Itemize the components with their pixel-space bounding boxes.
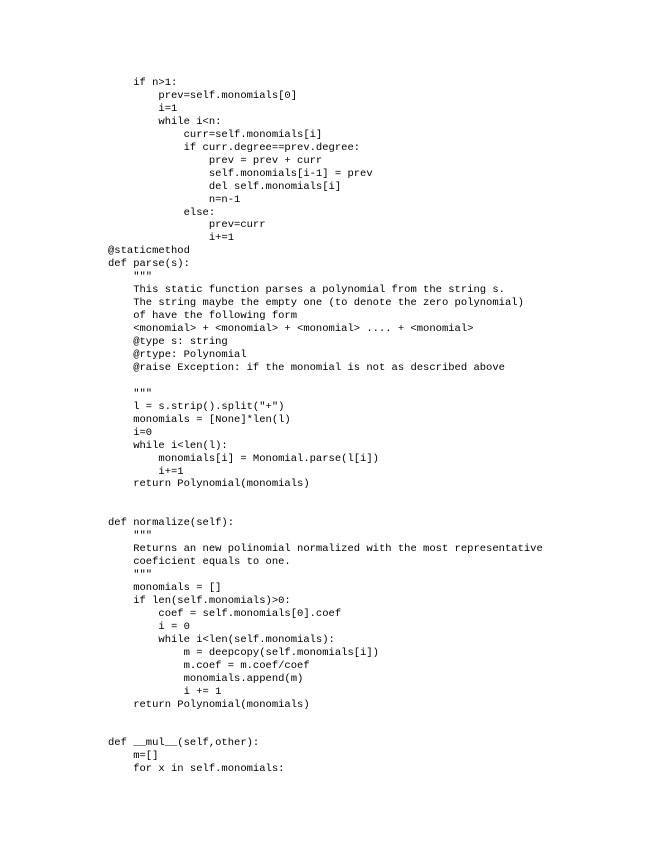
code-line: """ [108, 387, 153, 400]
code-line: def parse(s): [108, 258, 190, 271]
code-line: if curr.degree==prev.degree: [108, 141, 361, 154]
code-line: if n>1: [108, 77, 178, 89]
code-line: m = deepcopy(self.monomials[i]) [108, 646, 379, 659]
code-line: @staticmethod [108, 245, 190, 258]
code-line: self.monomials[i-1] = prev [108, 167, 373, 180]
code-line: curr=self.monomials[i] [108, 128, 323, 141]
code-line: else: [108, 206, 216, 219]
code-line: @rtype: Polynomial [108, 348, 247, 361]
code-line: i=0 [108, 426, 153, 439]
code-line: monomials = [None]*len(l) [108, 413, 291, 426]
code-line: """ [108, 271, 153, 284]
code-line: while i<len(self.monomials): [108, 633, 335, 646]
code-line: i = 0 [108, 620, 190, 633]
code-line: monomials[i] = Monomial.parse(l[i]) [108, 452, 379, 465]
code-line: m.coef = m.coef/coef [108, 659, 310, 672]
code-line: """ [108, 569, 153, 582]
code-line: The string maybe the empty one (to denote the zero polynomial) [108, 297, 524, 310]
code-line: i += 1 [108, 685, 222, 698]
code-line: prev=curr [108, 219, 266, 232]
code-line: prev = prev + curr [108, 154, 323, 167]
code-line: for x in self.monomials: [108, 763, 285, 776]
code-line: <monomial> + <monomial> + <monomial> .... + <monomial> [108, 323, 474, 336]
code-line: i=1 [108, 102, 178, 115]
code-line: This static function parses a polynomial from the string s. [108, 284, 505, 297]
code-line: Returns an new polinomial normalized with the most representative [108, 543, 543, 556]
code-line: prev=self.monomials[0] [108, 89, 298, 102]
code-line: n=n-1 [108, 193, 241, 206]
code-line: i+=1 [108, 465, 184, 478]
code-line: @type s: string [108, 336, 228, 348]
code-line: while i<n: [108, 115, 222, 128]
code-line: monomials = [] [108, 582, 222, 595]
code-line: monomials.append(m) [108, 672, 304, 685]
code-line: @raise Exception: if the monomial is not as described above [108, 361, 505, 374]
code-line: l = s.strip().split("+") [108, 400, 285, 413]
code-line: i+=1 [108, 232, 235, 245]
code-line: return Polynomial(monomials) [108, 698, 310, 711]
code-line: m=[] [108, 750, 159, 763]
code-line: of have the following form [108, 310, 298, 323]
code-line: while i<len(l): [108, 439, 228, 452]
code-line: if len(self.monomials)>0: [108, 595, 291, 607]
code-line: """ [108, 530, 153, 543]
code-line: return Polynomial(monomials) [108, 478, 310, 491]
code-line: del self.monomials[i] [108, 180, 342, 193]
code-line: def __mul__(self,other): [108, 737, 260, 750]
code-line: def normalize(self): [108, 517, 235, 530]
code-line: coeficient equals to one. [108, 556, 291, 569]
code-line: coef = self.monomials[0].coef [108, 607, 342, 620]
